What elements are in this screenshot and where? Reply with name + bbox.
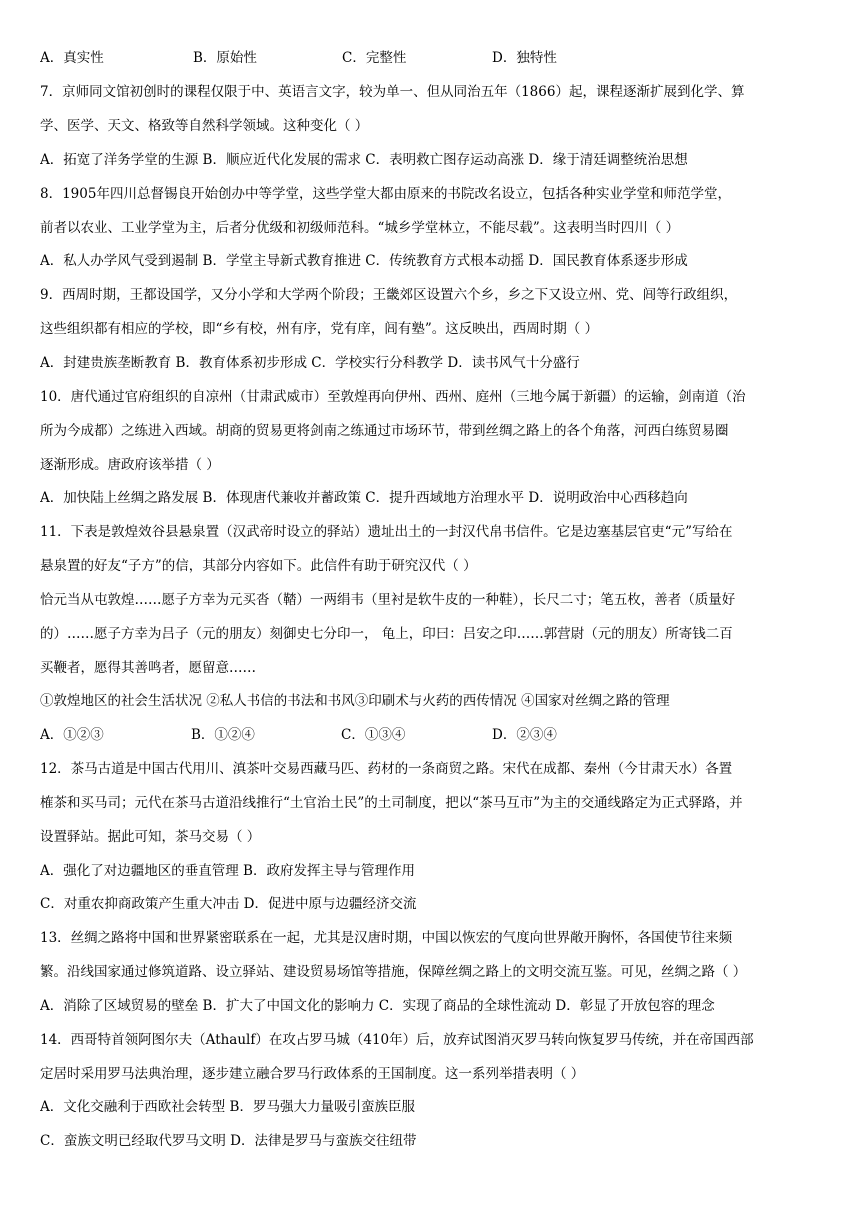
q10-stem-line-3: 逐渐形成。唐政府该举措（ ）: [40, 457, 220, 473]
q6-option-c: C．完整性: [342, 50, 407, 66]
q11-options: [40, 725, 830, 745]
q13-stem-line-2: 繁。沿线国家通过修筑道路、设立驿站、建设贸易场馆等措施，保障丝绸之路上的文明交流互鉴。可见，丝绸之路（ ）: [40, 964, 747, 980]
q12-options-line-1: A．强化了对边疆地区的垂直管理 B．政府发挥主导与管理作用: [40, 863, 415, 879]
q11-material-line-3: 买鞭者，愿得其善鸣者，愿留意……: [40, 660, 256, 676]
q14-stem-line-2: 定居时采用罗马法典治理，逐步建立融合罗马行政体系的王国制度。这一系列举措表明（ ）: [40, 1066, 585, 1082]
q8-options: A．私人办学风气受到遏制 B．学堂主导新式教育推进 C．传统教育方式根本动摇 D．国民教育体系逐步形成: [40, 253, 688, 269]
q12-stem-line-2: 榷茶和买马司；元代在茶马古道沿线推行“土官治土民”的土司制度，把以“茶马互市”为主的交通线路定为正式驿路，并: [40, 795, 743, 811]
q13-stem-line-1: 13．丝绸之路将中国和世界紧密联系在一起，尤其是汉唐时期，中国以恢宏的气度向世界敞开胸怀，各国使节往来频: [40, 930, 733, 946]
q12-options-line-2: C．对重农抑商政策产生重大冲击 D．促进中原与边疆经济交流: [40, 896, 417, 912]
q11-option-a: A．①②③: [40, 727, 104, 743]
q14-options-line-2: C．蛮族文明已经取代罗马文明 D．法律是罗马与蛮族交往纽带: [40, 1133, 417, 1149]
q12-stem-line-3: 设置驿站。据此可知，茶马交易（ ）: [40, 829, 261, 845]
q11-items: ①敦煌地区的社会生活状况 ②私人书信的书法和书风③印刷术与火药的西传情况 ④国家对丝绸之路的管理: [40, 693, 670, 709]
q10-options: A．加快陆上丝绸之路发展 B．体现唐代兼收并蓄政策 C．提升西域地方治理水平 D．说明政治中心西移趋向: [40, 490, 688, 506]
q8-stem-line-1: 8．1905年四川总督锡良开始创办中等学堂，这些学堂大都由原来的书院改名设立，包括各种实业学堂和师范学堂，: [40, 186, 731, 202]
q7-stem-line-2: 学、医学、天文、格致等自然科学领域。这种变化（ ）: [40, 118, 369, 134]
q13-options: A．消除了区域贸易的壁垒 B．扩大了中国文化的影响力 C．实现了商品的全球性流动 D．彰显了开放包容的理念: [40, 998, 715, 1014]
q11-option-d: D．②③④: [492, 727, 557, 743]
q12-stem-line-1: 12．茶马古道是中国古代用川、滇茶叶交易西藏马匹、药材的一条商贸之路。宋代在成都、秦州（今甘肃天水）各置: [40, 761, 733, 777]
q8-stem-line-2: 前者以农业、工业学堂为主，后者分优级和初级师范科。“城乡学堂林立，不能尽载”。这表明当时四川（ ）: [40, 220, 680, 236]
q14-options-line-1: A．文化交融利于西欧社会转型 B．罗马强大力量吸引蛮族臣服: [40, 1099, 415, 1115]
q7-options: A．拓宽了洋务学堂的生源 B．顺应近代化发展的需求 C．表明救亡图存运动高涨 D．缘于清廷调整统治思想: [40, 152, 688, 168]
q14-stem-line-1: 14．西哥特首领阿图尔夫（Athaulf）在攻占罗马城（410年）后，放弃试图消灭罗马转向恢复罗马传统，并在帝国西部: [40, 1032, 754, 1048]
q9-stem-line-2: 这些组织都有相应的学校，即“乡有校，州有序，党有庠，闾有塾”。这反映出，西周时期（ ）: [40, 321, 599, 337]
q6-options: [40, 48, 830, 68]
q11-stem-line-1: 11．下表是敦煌效谷县悬泉置（汉武帝时设立的驿站）遗址出土的一封汉代帛书信件。它是边塞基层官吏“元”写给在: [40, 524, 733, 540]
q11-stem-line-2: 悬泉置的好友“子方”的信，其部分内容如下。此信件有助于研究汉代（ ）: [40, 558, 477, 574]
q7-stem-line-1: 7．京师同文馆初创时的课程仅限于中、英语言文字，较为单一、但从同治五年（1866）起，课程逐渐扩展到化学、算: [40, 84, 745, 100]
q9-stem-line-1: 9．西周时期，王都设国学，又分小学和大学两个阶段；王畿郊区设置六个乡，乡之下又设立州、党、闾等行政组织，: [40, 287, 738, 303]
q11-option-c: C．①③④: [341, 727, 406, 743]
q6-option-b: B．原始性: [193, 50, 257, 66]
q11-material-line-1: 恰元当从屯敦煌……愿子方幸为元买沓（鞜）一两绢韦（里衬是软牛皮的一种鞋），长尺二寸；笔五枚，善者（质量好: [40, 592, 736, 608]
q11-option-b: B．①②④: [191, 727, 255, 743]
q6-option-a: A．真实性: [40, 50, 104, 66]
q9-options: A．封建贵族垄断教育 B．教育体系初步形成 C．学校实行分科教学 D．读书风气十分盛行: [40, 355, 580, 371]
q6-option-d: D．独特性: [492, 50, 557, 66]
q10-stem-line-2: 所为今成都）之练进入西域。胡商的贸易更将剑南之练通过市场环节，带到丝绸之路上的各个角落，河西白练贸易圈: [40, 423, 729, 439]
q10-stem-line-1: 10．唐代通过官府组织的自凉州（甘肃武威市）至敦煌再向伊州、西州、庭州（三地今属于新疆）的运输，剑南道（治: [40, 389, 746, 405]
q11-material-line-2: 的）……愿子方幸为吕子（元的朋友）刻御史七分印一， 龟上，印曰：吕安之印……郭营尉（元的朋友）所寄钱二百: [40, 626, 733, 642]
